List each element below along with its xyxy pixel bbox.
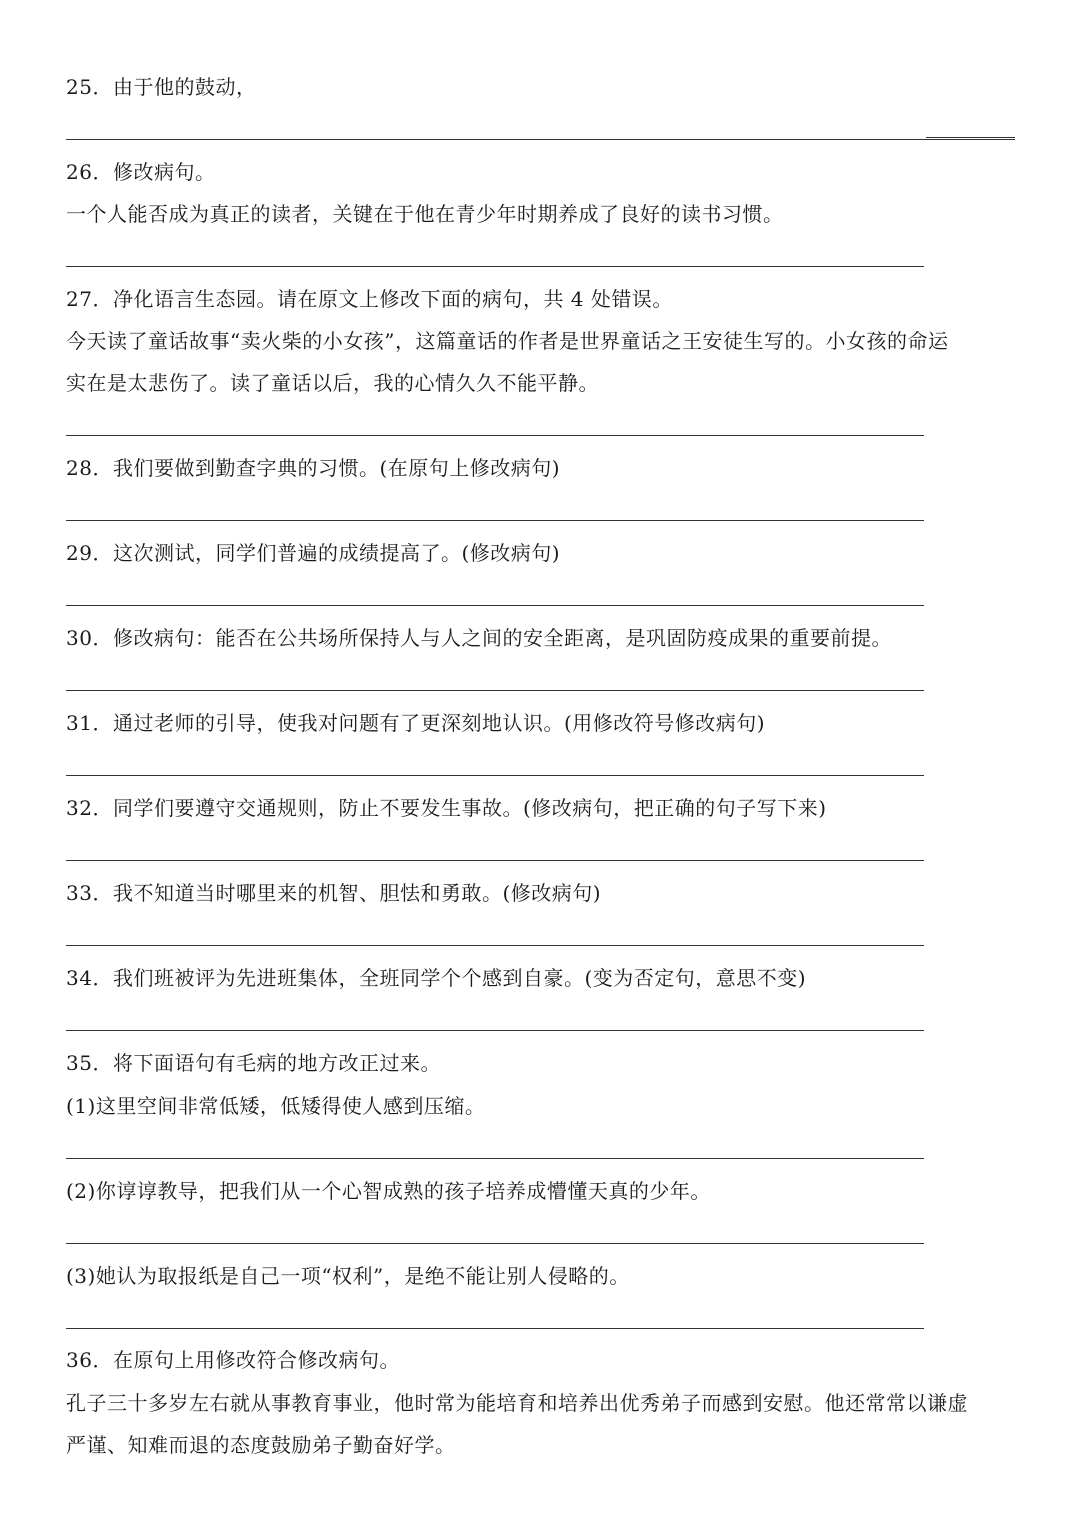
answer-line-29[interactable]: [66, 605, 924, 606]
question-35-item-2: (2)你谆谆教导，把我们从一个心智成熟的孩子培养成懵懂天真的少年。: [66, 1179, 711, 1203]
question-32: 32．同学们要遵守交通规则，防止不要发生事故。(修改病句，把正确的句子写下来): [66, 796, 827, 820]
question-27: 27．净化语言生态园。请在原文上修改下面的病句，共 4 处错误。: [66, 287, 673, 311]
question-34: 34．我们班被评为先进班集体，全班同学个个感到自豪。(变为否定句，意思不变): [66, 966, 807, 990]
question-35: 35．将下面语句有毛病的地方改正过来。: [66, 1051, 441, 1075]
answer-line-28[interactable]: [66, 520, 924, 521]
question-30: 30．修改病句：能否在公共场所保持人与人之间的安全距离，是巩固防疫成果的重要前提。: [66, 626, 892, 650]
answer-line-35-3[interactable]: [66, 1328, 924, 1329]
answer-line-26[interactable]: [66, 266, 924, 267]
question-28: 28．我们要做到勤查字典的习惯。(在原句上修改病句): [66, 456, 561, 480]
answer-line-35-1[interactable]: [66, 1158, 924, 1159]
question-25: 25．由于他的鼓动，: [66, 75, 257, 99]
answer-line-30[interactable]: [66, 690, 924, 691]
question-27-passage-line1: 今天读了童话故事“卖火柴的小女孩”，这篇童话的作者是世界童话之王安徒生写的。小女孩的命运: [66, 329, 949, 353]
question-26: 26．修改病句。: [66, 160, 216, 184]
question-36-passage-line2: 严谨、知难而退的态度鼓励弟子勤奋好学。: [66, 1433, 456, 1457]
question-27-passage-line2: 实在是太悲伤了。读了童话以后，我的心情久久不能平静。: [66, 371, 599, 395]
answer-line-31[interactable]: [66, 775, 924, 776]
answer-line-32[interactable]: [66, 860, 924, 861]
answer-line-25[interactable]: [66, 139, 1015, 140]
question-33: 33．我不知道当时哪里来的机智、胆怯和勇敢。(修改病句): [66, 881, 602, 905]
question-29: 29．这次测试，同学们普遍的成绩提高了。(修改病句): [66, 541, 561, 565]
answer-line-25-end[interactable]: [926, 137, 1015, 138]
question-31: 31．通过老师的引导，使我对问题有了更深刻地认识。(用修改符号修改病句): [66, 711, 766, 735]
question-36-passage-line1: 孔子三十多岁左右就从事教育事业，他时常为能培育和培养出优秀弟子而感到安慰。他还常常以谦虚: [66, 1391, 968, 1415]
answer-line-27[interactable]: [66, 435, 924, 436]
answer-line-33[interactable]: [66, 945, 924, 946]
question-35-item-1: (1)这里空间非常低矮，低矮得使人感到压缩。: [66, 1094, 486, 1118]
question-26-sentence: 一个人能否成为真正的读者，关键在于他在青少年时期养成了良好的读书习惯。: [66, 202, 784, 226]
question-36: 36．在原句上用修改符合修改病句。: [66, 1348, 400, 1372]
answer-line-34[interactable]: [66, 1030, 924, 1031]
question-35-item-3: (3)她认为取报纸是自己一项“权利”，是绝不能让别人侵略的。: [66, 1264, 630, 1288]
answer-line-35-2[interactable]: [66, 1243, 924, 1244]
